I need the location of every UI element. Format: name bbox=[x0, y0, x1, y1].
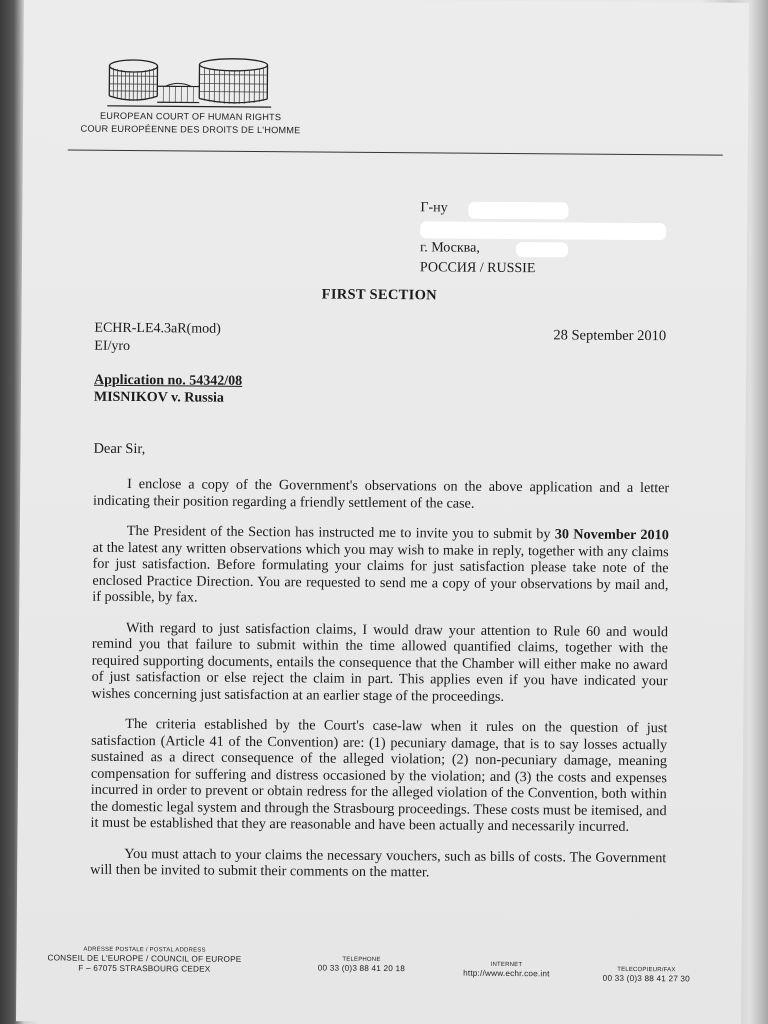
recipient-line-1 bbox=[420, 198, 720, 220]
internet-label: INTERNET bbox=[490, 961, 523, 969]
recipient-line-3 bbox=[420, 238, 720, 260]
deadline-date: 30 November 2010 bbox=[554, 526, 669, 544]
reference-block bbox=[94, 320, 221, 357]
footer-internet bbox=[446, 961, 566, 980]
header-divider bbox=[68, 150, 723, 156]
paragraph-1: I enclose a copy of the Government's observations on the above application and a letter indicating their position regarding a friendly settlement of the case. bbox=[93, 475, 670, 512]
paragraph-2-start: The President of the Section has instructed me to invite you to submit by bbox=[126, 522, 555, 543]
paragraph-2 bbox=[92, 523, 669, 610]
application-number: Application no. 54342/08 bbox=[93, 372, 243, 389]
recipient-line-2 bbox=[420, 218, 720, 240]
postal-line-2: F – 67075 STRASBOURG CEDEX bbox=[78, 963, 211, 974]
case-name: MISNIKOV v. Russia bbox=[93, 389, 225, 406]
court-building-logo bbox=[105, 56, 275, 111]
recipient-address bbox=[420, 198, 721, 280]
letter-page bbox=[16, 0, 749, 1024]
footer-telephone bbox=[306, 955, 416, 974]
letter-date: 28 September 2010 bbox=[553, 327, 667, 345]
salutation: Dear Sir, bbox=[93, 440, 146, 458]
footer-fax bbox=[591, 966, 701, 985]
redaction-street bbox=[420, 221, 666, 240]
reference-initials: EI/yro bbox=[94, 338, 131, 355]
postal-label: ADRESSE POSTALE / POSTAL ADDRESS bbox=[83, 946, 206, 954]
recipient-salutation: Г-ну bbox=[420, 200, 448, 216]
telephone-value: 00 33 (0)3 88 41 20 18 bbox=[317, 963, 406, 974]
recipient-country: РОССИЯ / RUSSIE bbox=[419, 260, 536, 277]
paragraph-4: The criteria established by the Court's case-law when it rules on the question of just satisfaction (Article 41 of the Convention) are: (1) pecuniary damage, that is to say losses actually sustained as a direct consequence of the alleged violation; (2) non-pecuniary damage, meaning compensation for suffering and distress occasioned by the violation; and (3) the costs and expenses incurred in order to prevent or obtain redress for the alleged violation of the Convention, both within the domestic legal system and through the Strasbourg proceedings. These costs must be itemised, and it must be established that they are reasonable and have been actually and necessarily incurred. bbox=[90, 715, 668, 835]
court-name-block bbox=[68, 110, 313, 138]
paragraph-5: You must attach to your claims the necessary vouchers, such as bills of costs. The Government will then be invited to submit their comments on the matter. bbox=[90, 845, 667, 881]
internet-value: http://www.echr.coe.int bbox=[463, 968, 550, 979]
recipient-city: г. Москва, bbox=[420, 240, 480, 256]
letter-body bbox=[90, 476, 669, 897]
court-name-en: EUROPEAN COURT OF HUMAN RIGHTS bbox=[99, 110, 282, 123]
application-block bbox=[94, 372, 242, 407]
letter-footer bbox=[17, 945, 742, 984]
fax-value: 00 33 (0)3 88 41 27 30 bbox=[602, 973, 691, 984]
postal-line-1: CONSEIL DE L'EUROPE / COUNCIL OF EUROPE bbox=[47, 953, 242, 964]
court-name-fr: COUR EUROPÉENNE DES DROITS DE L'HOMME bbox=[80, 123, 301, 136]
fax-label: TELECOPIEUR/FAX bbox=[617, 966, 676, 974]
redaction-postcode bbox=[516, 242, 568, 257]
paragraph-3: With regard to just satisfaction claims, I would draw your attention to Rule 60 and would remind you that failure to submit within the time allowed quantified claims, together with the required supporting documents, entails the consequence that the Chamber will either make no award of just satisfaction or else reject the claim in part. This applies even if you have indicated your wishes concerning just satisfaction at an earlier stage of the proceedings. bbox=[91, 619, 669, 705]
telephone-label: TELEPHONE bbox=[342, 956, 381, 963]
paragraph-2-end: at the latest any written observations which you may wish to make in reply, together with any claims for just satisfaction. Before formulating your claims for just satisfaction please take note of the enclosed Practice Direction. You are requested to send me a copy of your observations by mail and, if possible, by fax. bbox=[92, 539, 669, 606]
redaction-name bbox=[468, 202, 568, 220]
section-title: FIRST SECTION bbox=[321, 286, 438, 304]
footer-postal bbox=[34, 945, 254, 975]
reference-code: ECHR-LE4.3aR(mod) bbox=[94, 320, 221, 337]
